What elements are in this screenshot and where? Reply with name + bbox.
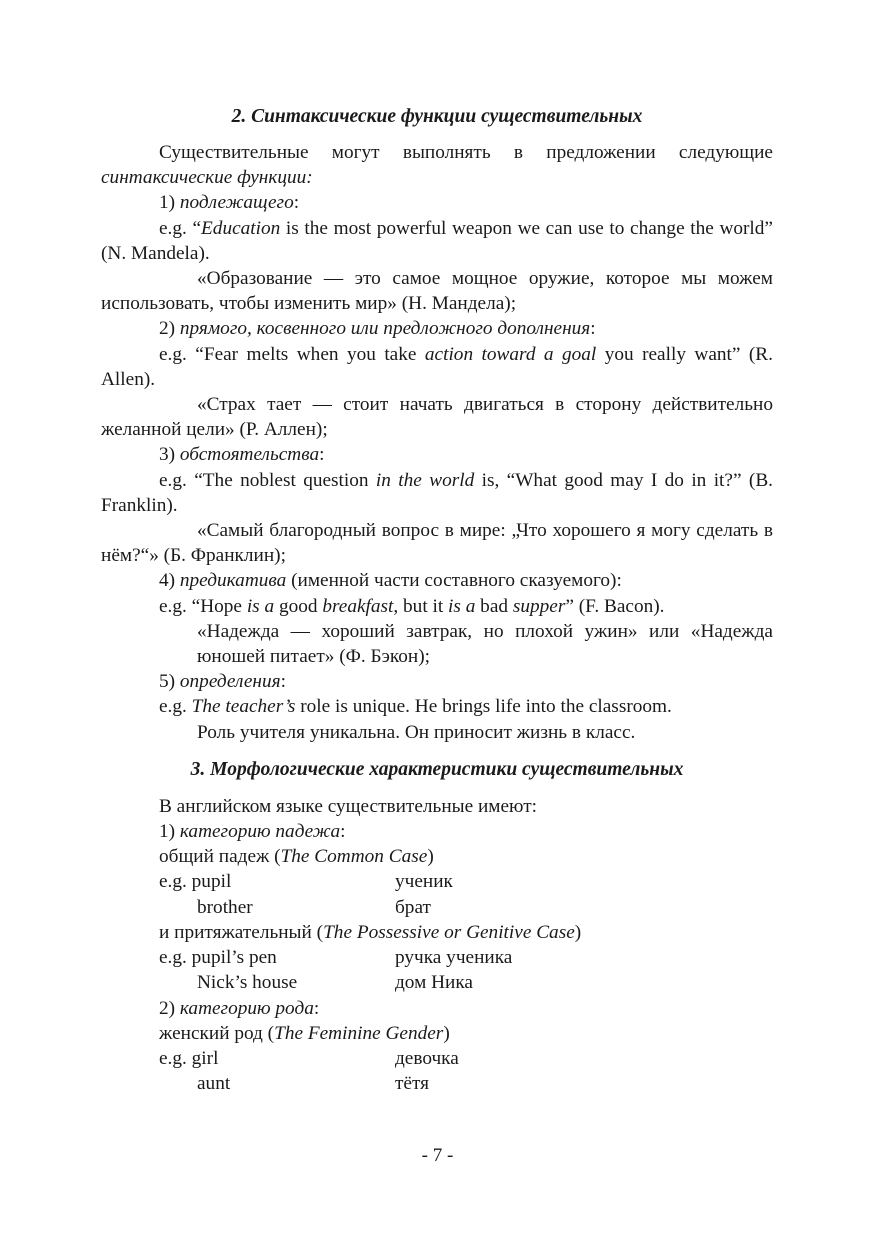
section-3-intro: В английском языке существительные имеют: <box>159 795 537 817</box>
possessive-case: и притяжательный (The Possessive or Genitive Case) <box>159 921 582 943</box>
section-3-heading: 3. Морфологические характеристики существительных <box>190 758 684 780</box>
example-5: e.g. The teacher’s role is unique. He brings life into the classroom. <box>159 696 672 718</box>
section-2-heading: 2. Синтаксические функции существительных <box>231 106 643 127</box>
table-row: brother брат <box>197 896 431 918</box>
feminine-gender: женский род (The Feminine Gender) <box>159 1022 450 1044</box>
table-row: Nick’s house дом Ника <box>197 972 473 994</box>
list-item-1: 1) подлежащего: <box>159 192 300 214</box>
translation-2: «Страх тает — стоит начать двигаться в сторону действительно желанной цели» (Р. Аллен); <box>101 394 773 441</box>
example-1: e.g. “Education is the most powerful weapon we can use to change the world” (N. Mandela). <box>101 217 773 264</box>
example-3: e.g. “The noblest question in the world is, “What good may I do in it?” (B. Franklin). <box>101 469 773 516</box>
list-item-4: 4) предикатива (именной части составного сказуемого): <box>159 570 622 592</box>
list-item-3: 3) обстоятельства: <box>159 444 325 466</box>
table-row: e.g. girl девочка <box>159 1047 459 1069</box>
list-item-2: 2) прямого, косвенного или предложного дополнения: <box>159 318 596 340</box>
translation-5: Роль учителя уникальна. Он приносит жизнь в класс. <box>197 721 636 743</box>
translation-3: «Самый благородный вопрос в мире: „Что хорошего я могу сделать в нём?“» (Б. Франклин); <box>101 520 773 567</box>
table-row: e.g. pupil’s pen ручка ученика <box>159 947 513 969</box>
table-row: e.g. pupil ученик <box>159 871 453 893</box>
example-4: e.g. “Hope is a good breakfast, but it is a bad supper” (F. Bacon). <box>159 595 665 617</box>
translation-1: «Образование — это самое мощное оружие, которое мы можем использовать, чтобы изменить мир» (Н. Мандела); <box>101 268 773 315</box>
page-content <box>101 104 773 1096</box>
category-gender: 2) категорию рода: <box>159 997 320 1019</box>
category-case: 1) категорию падежа: <box>159 821 346 843</box>
page-number: - 7 - <box>421 1145 454 1166</box>
translation-4: «Надежда — хороший завтрак, но плохой ужин» или «Надежда юношей питает» (Ф. Бэкон); <box>197 620 773 668</box>
list-item-5: 5) определения: <box>159 671 286 693</box>
example-2: e.g. “Fear melts when you take action toward a goal you really want” (R. Allen). <box>101 343 773 390</box>
table-row: aunt тётя <box>197 1073 430 1095</box>
intro-paragraph: Существительные могут выполнять в предложении следующие синтаксические функции: <box>101 142 773 189</box>
common-case: общий падеж (The Common Case) <box>159 846 434 868</box>
